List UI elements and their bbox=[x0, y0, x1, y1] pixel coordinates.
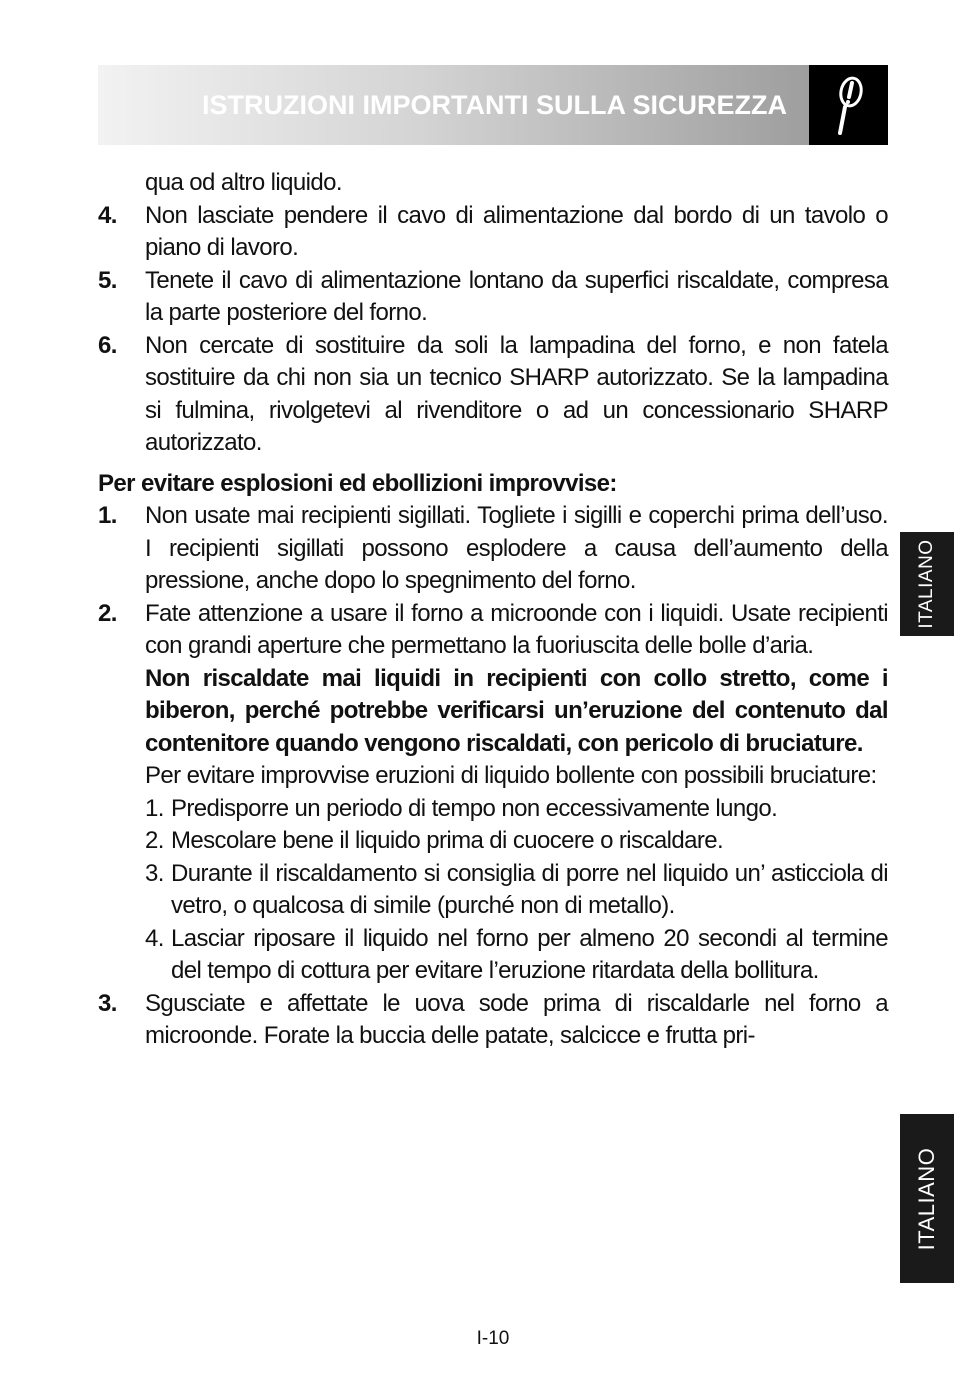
intro-text: Per evitare improvvise eruzioni di liquido bollente con possibili bruciature: bbox=[145, 762, 877, 789]
language-tab bbox=[900, 1114, 954, 1283]
step-item: 1. Predisporre un periodo di tempo non eccessivamente lungo. bbox=[145, 794, 778, 822]
steps-list bbox=[98, 793, 888, 988]
language-tab-label: ITALIANO bbox=[914, 1147, 939, 1250]
warning-icon-box bbox=[809, 65, 888, 145]
exclamation-circle-icon bbox=[831, 75, 867, 137]
content-body bbox=[98, 167, 888, 1053]
list-item: 1. Non usate mai recipienti sigillati. Togliete i sigilli e coperchi prima dell’uso. I recipienti sigillati possono esplodere a causa dell’aumento della pressione, anche dopo lo spegnimento del forno. bbox=[98, 502, 888, 594]
page-number: I-10 bbox=[476, 1328, 510, 1349]
language-tab bbox=[900, 532, 954, 636]
warning-text: Non riscaldate mai liquidi in recipienti con collo stretto, come i biberon, perché potrebbe verificarsi un’eruzione del contenuto dal contenitore quando vengono riscaldati, con pericolo di bruciature. bbox=[145, 664, 888, 757]
header-banner bbox=[98, 65, 809, 145]
language-tab-label: ITALIANO bbox=[916, 539, 937, 629]
list-item: 2. Fate attenzione a usare il forno a microonde con i liquidi. Usate recipienti con grandi aperture che permettano la fuoriuscita delle bolle d’aria. bbox=[98, 599, 888, 659]
list-item: 4. Non lasciate pendere il cavo di alimentazione dal bordo di un tavolo o piano di lavoro. bbox=[98, 201, 888, 261]
step-item: 3. Durante il riscaldamento si consiglia di porre nel liquido un’ asticciola di vetro, o qualcosa di simile (purché non di metallo). bbox=[145, 859, 888, 919]
step-item: 2. Mescolare bene il liquido prima di cuocere o riscaldare. bbox=[145, 827, 724, 854]
continuation-text: qua od altro liquido. bbox=[145, 169, 342, 196]
step-item: 4. Lasciar riposare il liquido nel forno per almeno 20 secondi al termine del tempo di cottura per evitare l’eruzione ritardata della bollitura. bbox=[145, 924, 888, 984]
list-item: 5. Tenete il cavo di alimentazione lontano da superfici riscaldate, compresa la parte posteriore del forno. bbox=[98, 266, 888, 326]
list-item: 6. Non cercate di sostituire da soli la lampadina del forno, e non fatela sostituire da chi non sia un tecnico SHARP autorizzato. Se la lampadina si fulmina, rivolgetevi al rivenditore o ad un concessionario SHARP autorizzato. bbox=[98, 331, 888, 456]
page-title: ISTRUZIONI IMPORTANTI SULLA SICUREZZA bbox=[202, 90, 787, 120]
list-item: 3. Sgusciate e affettate le uova sode prima di riscaldarle nel forno a microonde. Forate la buccia delle patate, salcicce e frutta pri- bbox=[98, 989, 888, 1049]
section-heading: Per evitare esplosioni ed ebollizioni improvvise: bbox=[98, 469, 617, 497]
